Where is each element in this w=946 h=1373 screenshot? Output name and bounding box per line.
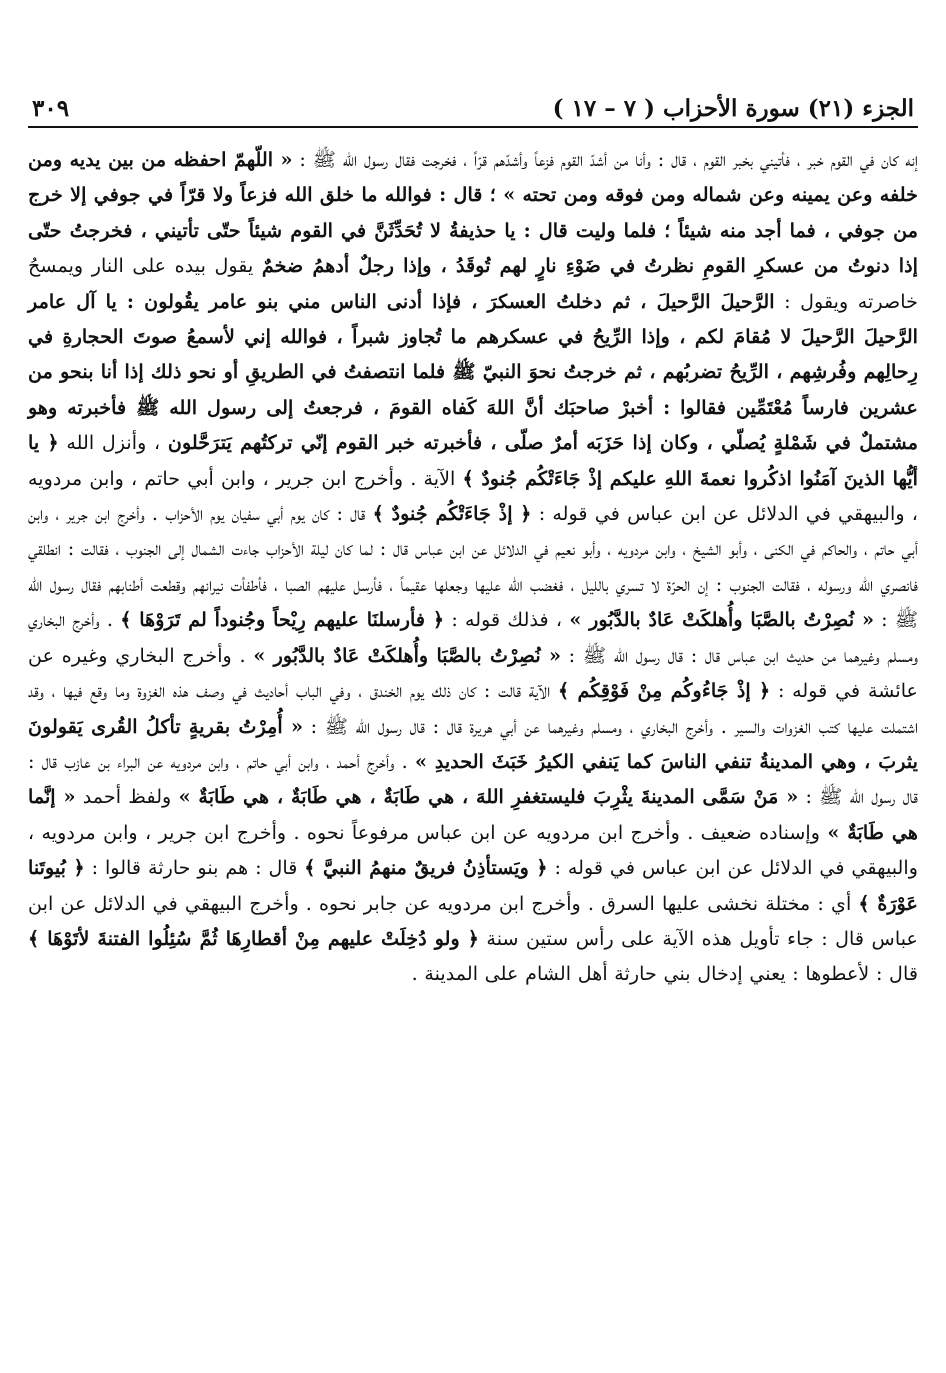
quran-verse: ﴿ يا أيُّها الذينَ آمَنُوا اذكُروا نعمةَ اللهِ عليكم إذْ جَاءَتْكُم جُنودٌ ﴾ [28, 431, 918, 490]
hadith-quote: « نُصِرْتُ بالصَّبَا وأُهلكَتْ عَادٌ بالدَّبُور » [569, 608, 874, 632]
text-segment: الآية . وأخرج ابن جرير ، وابن أبي حاتم ، وابن مردويه ، والبيهقي في الدلائل عن ابن عباس في قوله : [28, 466, 918, 526]
quran-verse: ﴿ إذْ جَاءَتْكُم جُنودٌ ﴾ [372, 502, 532, 526]
hadith-quote: « نُصِرْتُ بالصَّبَا وأُهلكَتْ عَادٌ بالدَّبُور » [253, 643, 561, 667]
text-segment: . وأخرج البخاري ومسلم وغيرهما من حديث ابن عباس قال : قال رسول الله ﷺ : [28, 608, 918, 667]
hadith-quote: « إنَّما هي طَابَةٌ » [28, 785, 918, 844]
quran-verse: ﴿ فأرسلنَا عليهم رِيْحاً وجُنوداً لم تَرَوْهَا ﴾ [120, 608, 445, 632]
body-text [28, 142, 918, 992]
quran-verse: ﴿ ولو دُخِلَتْ عليهم مِنْ أقطارِهَا ثُمَّ سُئِلُوا الفتنةَ لأتَوْهَا ﴾ [28, 926, 480, 950]
quran-verse: ﴿ إذْ جَاءُوكُم مِنْ فَوْقِكُم ﴾ [558, 679, 771, 703]
book-page [28, 84, 918, 1344]
page-number: ٣٠٩ [32, 95, 70, 122]
hadith-quote: « اللّهمّ احفظه من بين يديه ومن خلفه وعن يمينه وعن شماله ومن فوقه ومن تحته » ؛ قال : فوالله ما خلق الله فزعاً ولا قرّاً في جوفي إلا خرج من جوفي ، فما أجد منه شيئاً ؛ فلما وليت قال : يا حذيفةُ لا تُحَدِّثَنَّ في القوم شيئاً حتّى تأتيني ، فخرجتُ حتّى إذا دنوتُ من عسكرِ القومِ نظرتُ في ضَوْءِ نارٍ لهم تُوقَدُ ، وإذا رجلٌ أدهمُ ضخمٌ [28, 148, 918, 278]
text-segment: قال : كان يوم أبي سفيان يوم الأحزاب . وأخرج ابن جرير ، وابن أبي حاتم ، والحاكم في الكنى ، وأبو الشيخ ، وابن مردويه ، وأبو نعيم في الدلائل عن ابن عباس قال : لما كان ليلة الأحزاب جاءت الشمال إلى الجنوب ، فقالت : انطلقي فانصري الله ورسوله ، فقالت الجنوب : إن الحرّة لا تسري بالليل ، فغضب الله عليها وجعلها عقيماً ، فأرسل عليهم الصبا ، فأطفأت نيرانهم وقطعت أطنابهم فقال رسول الله ﷺ : [28, 502, 919, 632]
text-segment: إنه كان في القوم خبر ، فأتيني بخبر القوم ، قال : وأنا من أشدّ القوم فزعاً وأشدّهم قرّاً ، فخرجت فقال رسول الله ﷺ : [292, 148, 918, 171]
text-segment: ، وأنزل الله [58, 431, 168, 455]
running-title: الجزء (٢١) سورة الأحزاب ( ٧ – ١٧ ) [552, 95, 914, 122]
hadith-quote: الرَّحيلَ الرَّحيلَ ، ثم دخلتُ العسكرَ ، فإذا أدنى الناس مني بنو عامر يقُولون : يا آل عامر الرَّحيلَ الرَّحيلَ لا مُقامَ لكم ، وإذا الرِّيحُ في عسكرهم ما تُجاوز شبراً ، فوالله إني لأسمعُ صوتَ الحجارةِ في رِحالِهم وفُرشِهم ، الرِّيحُ تضربُهم ، ثم خرجتُ نحوَ النبيّ ﷺ فلما انتصفتُ في الطريقِ أو نحو ذلك إذا أنا بنحو من عشرين فارساً مُعْتَمِّين فقالوا : أخبرْ صاحبَك أنَّ اللهَ كَفاه القومَ ، فرجعتُ إلى رسول الله ﷺ فأخبرته وهو مشتملٌ في شَمْلةٍ يُصلّي ، وكان إذا حَزَبَه أمرٌ صلّى ، فأخبرته خبر القوم إنّي تركتُهم يَترَحَّلون [28, 289, 918, 455]
header-rule [28, 126, 918, 128]
text-segment: قال : هم بنو حارثة قالوا : [84, 856, 305, 880]
quran-verse: ﴿ ويَستأذِنُ فريقٌ منهمُ النبيَّ ﴾ [304, 856, 548, 880]
text-segment: الآية قالت : كان ذلك يوم الخندق ، وفي الباب أحاديث في وصف هذه الغزوة وما وقع فيها ، وقد اشتملت عليها كتب الغزوات والسير . وأخرج البخاري ، ومسلم وغيرهما عن أبي هريرة قال : قال رسول الله ﷺ : [28, 679, 918, 738]
text-segment: وإسناده ضعيف . وأخرج ابن مردويه عن ابن عباس مرفوعاً نحوه . وأخرج ابن جرير ، وابن مردويه ، والبيهقي في الدلائل عن ابن عباس في قوله : [28, 820, 918, 880]
hadith-quote: « مَنْ سَمَّى المدينةَ يثْرِبَ فليستغفرِ اللهَ ، هي طَابَةٌ ، هي طَابَةٌ ، هي طَابَةٌ » [178, 785, 799, 809]
text-segment: أي : مختلة نخشى عليها السرق . وأخرج ابن مردويه عن جابر نحوه . وأخرج البيهقي في الدلائل عن ابن عباس قال : جاء تأويل هذه الآية على رأس ستين سنة [28, 891, 918, 950]
running-header [28, 84, 918, 122]
text-segment: ، فذلك قوله : [444, 608, 570, 632]
text-segment: ولفظ أحمد [75, 785, 179, 809]
text-segment: يقول بيده على النار ويمسحُ خاصرته ويقول : [28, 254, 918, 313]
text-segment: . وأخرج البخاري وغيره عن عائشة في قوله : [28, 643, 918, 703]
quran-verse: ﴿ بُيوتَنا عَوْرَةٌ ﴾ [28, 856, 918, 915]
text-segment: قال : لأعطوها : يعني إدخال بني حارثة أهل الشام على المدينة . [411, 962, 918, 986]
hadith-quote: « أُمِرْتُ بقريةٍ تأكلُ القُرى يَقولونَ يثربَ ، وهي المدينةُ تنفي الناسَ كما يَنفي الكيرُ خَبَثَ الحديدِ » [28, 714, 918, 773]
text-segment: . وأخرج أحمد ، وابن أبي حاتم ، وابن مردويه عن البراء بن عازب قال : قال رسول الله ﷺ : [28, 749, 919, 809]
